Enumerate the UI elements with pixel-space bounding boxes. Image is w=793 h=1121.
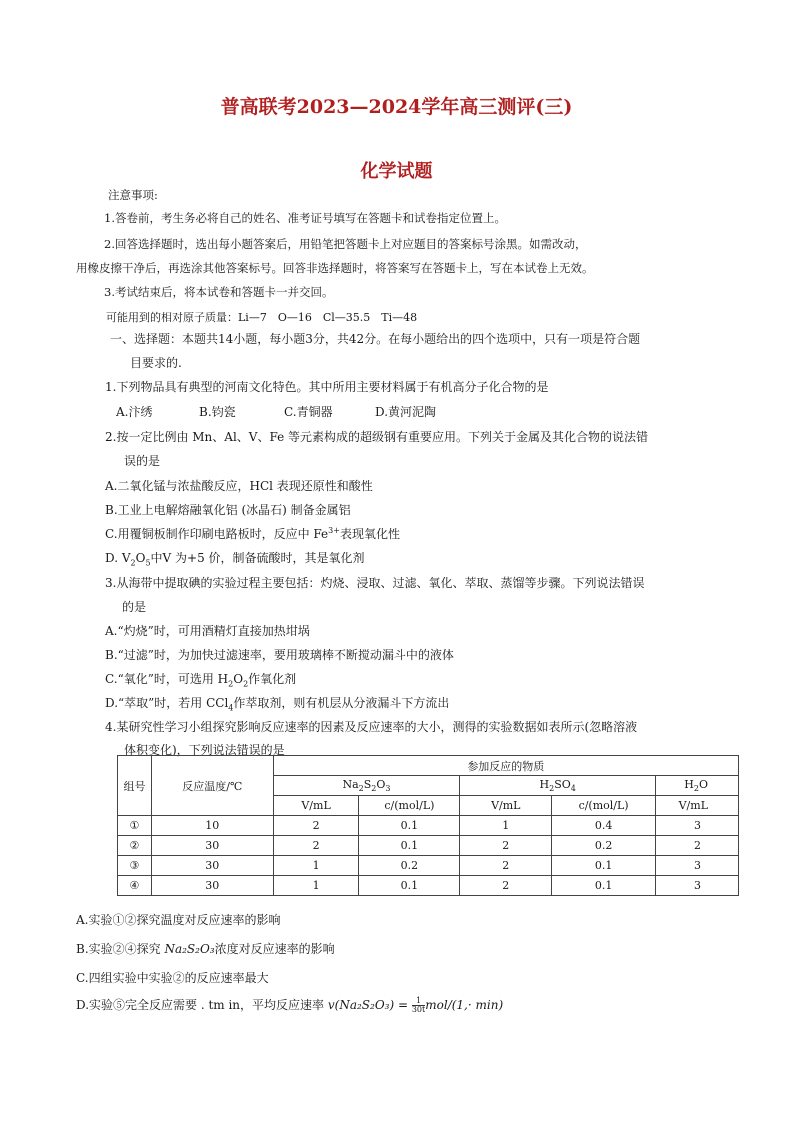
table-cell: ② xyxy=(118,836,152,856)
q2-option-c: C.用覆铜板制作印刷电路板时，反应中 $Fe^{3+}$表现氧化性 xyxy=(105,526,400,541)
table-cell: 0.1 xyxy=(552,876,656,896)
q3-option-a: A.“灼烧”时，可用酒精灯直接加热坩埚 xyxy=(105,624,310,638)
notice-item-2-cont: 用橡皮擦干净后，再选涂其他答案标号。回答非选择题时，将答案写在答题卡上，写在本试卷上无效。 xyxy=(76,261,594,275)
section-1-intro: 一、选择题：本题共14小题，每小题3分，共42分。在每小题给出的四个选项中，只有一项是符合题 xyxy=(110,332,641,346)
table-cell: 2 xyxy=(656,836,739,856)
table-cell: 2 xyxy=(273,816,359,836)
q2-option-a: A.二氧化锰与浓盐酸反应，HCl 表现还原性和酸性 xyxy=(105,479,373,493)
table-cell: 0.1 xyxy=(359,876,460,896)
header-group: 组号 xyxy=(118,756,152,816)
q2-option-d: D. $V_2O_5$中V 为+5 价，制备硫酸时，其是氧化剂 xyxy=(105,551,365,568)
table-cell: 1 xyxy=(460,816,552,836)
notice-item-3: 3.考试结束后，将本试卷和答题卡一并交回。 xyxy=(104,285,334,299)
rate-fraction: $\frac{1}{30t}$ xyxy=(411,996,426,1014)
unit-cell: c/(mol/L) xyxy=(359,796,460,816)
table-cell: 0.1 xyxy=(552,856,656,876)
atomic-masses: 可能用到的相对原子质量：Li—7 O—16 Cl—35.5 Ti—48 xyxy=(106,311,418,324)
table-cell: 1 xyxy=(273,856,359,876)
q1-option-a: A.汴绣 xyxy=(116,405,153,419)
table-cell: 30 xyxy=(151,856,273,876)
header-h2o: $H_2O$ xyxy=(656,776,739,796)
subject-title: 化学试题 xyxy=(360,161,433,182)
table-cell: 3 xyxy=(656,856,739,876)
q3-stem: 3.从海带中提取碘的实验过程主要包括：灼烧、浸取、过滤、氧化、萃取、蒸馏等步骤。下列说法错误 xyxy=(105,576,645,590)
q1-option-b: B.钧瓷 xyxy=(199,405,236,419)
unit-cell: V/mL xyxy=(656,796,739,816)
experiment-table xyxy=(117,755,739,896)
q3-option-c: C.“氧化”时，可选用 $H_2O_2$作氧化剂 xyxy=(105,672,297,689)
notice-heading: 注意事项: xyxy=(108,188,158,202)
q2-stem: 2.按一定比例由 Mn、Al、V、Fe 等元素构成的超级钢有重要应用。下列关于金属及其化合物的说法错 xyxy=(105,430,649,444)
table-cell: ③ xyxy=(118,856,152,876)
table-cell: 0.1 xyxy=(359,836,460,856)
q4-option-b: B.实验②④探究 Na₂S₂O₃浓度对反应速率的影响 xyxy=(76,942,335,956)
q4-option-d: D.实验⑤完全反应需要 . tm in，平均反应速率 v(Na₂S₂O₃) = $\frac{1}{30t}$ mol/(1,· min) xyxy=(76,996,504,1014)
table-cell: 0.2 xyxy=(552,836,656,856)
q4-option-c: C.四组实验中实验②的反应速率最大 xyxy=(76,971,269,985)
q1-option-d: D.黄河泥陶 xyxy=(375,405,437,419)
header-na2s2o3: $Na_2S_2O_3$ xyxy=(273,776,460,796)
table-cell: ④ xyxy=(118,876,152,896)
table-cell: 3 xyxy=(656,816,739,836)
table-cell: 2 xyxy=(460,856,552,876)
q4-stem: 4.某研究性学习小组探究影响反应速率的因素及反应速率的大小，测得的实验数据如表所示(忽略溶液 xyxy=(105,720,638,734)
section-1-intro-cont: 目要求的. xyxy=(130,356,182,370)
q3-option-b: B.“过滤”时，为加快过滤速率，要用玻璃棒不断搅动漏斗中的液体 xyxy=(105,648,454,662)
notice-item-1: 1.答卷前，考生务必将自己的姓名、准考证号填写在答题卡和试卷指定位置上。 xyxy=(104,211,506,225)
q3-stem-cont: 的是 xyxy=(122,600,147,614)
table-cell: 2 xyxy=(273,836,359,856)
table-row xyxy=(118,836,739,856)
table-cell: 10 xyxy=(151,816,273,836)
table-cell: 1 xyxy=(273,876,359,896)
q4-stem-cont: 体积变化)，下列说法错误的是 xyxy=(124,743,285,757)
table-row xyxy=(118,856,739,876)
unit-cell: V/mL xyxy=(460,796,552,816)
table-cell: 30 xyxy=(151,876,273,896)
table-cell: 0.1 xyxy=(359,816,460,836)
table-cell: ① xyxy=(118,816,152,836)
notice-item-2: 2.回答选择题时，选出每小题答案后，用铅笔把答题卡上对应题目的答案标号涂黑。如需改动， xyxy=(104,237,587,251)
q1-stem: 1.下列物品具有典型的河南文化特色。其中所用主要材料属于有机高分子化合物的是 xyxy=(105,380,549,394)
table-cell: 2 xyxy=(460,876,552,896)
table-cell: 0.4 xyxy=(552,816,656,836)
header-reactants: 参加反应的物质 xyxy=(273,756,738,776)
table-cell: 2 xyxy=(460,836,552,856)
header-h2so4: $H_2SO_4$ xyxy=(460,776,656,796)
exam-title: 普高联考2023—2024学年高三测评(三) xyxy=(220,96,573,118)
header-temperature: 反应温度/℃ xyxy=(151,756,273,816)
q2-stem-cont: 误的是 xyxy=(124,454,161,468)
table-cell: 30 xyxy=(151,836,273,856)
table-row xyxy=(118,816,739,836)
q2-option-b: B.工业上电解熔融氧化铝 (冰晶石) 制备金属铝 xyxy=(105,503,351,517)
unit-cell: c/(mol/L) xyxy=(552,796,656,816)
table-cell: 0.2 xyxy=(359,856,460,876)
q4-option-a: A.实验①②探究温度对反应速率的影响 xyxy=(76,913,281,927)
q1-option-c: C.青铜器 xyxy=(284,405,333,419)
q3-option-d: D.“萃取”时，若用 CCl$_4$作萃取剂，则有机层从分液漏斗下方流出 xyxy=(105,696,450,713)
unit-cell: V/mL xyxy=(273,796,359,816)
table-row xyxy=(118,876,739,896)
table-cell: 3 xyxy=(656,876,739,896)
